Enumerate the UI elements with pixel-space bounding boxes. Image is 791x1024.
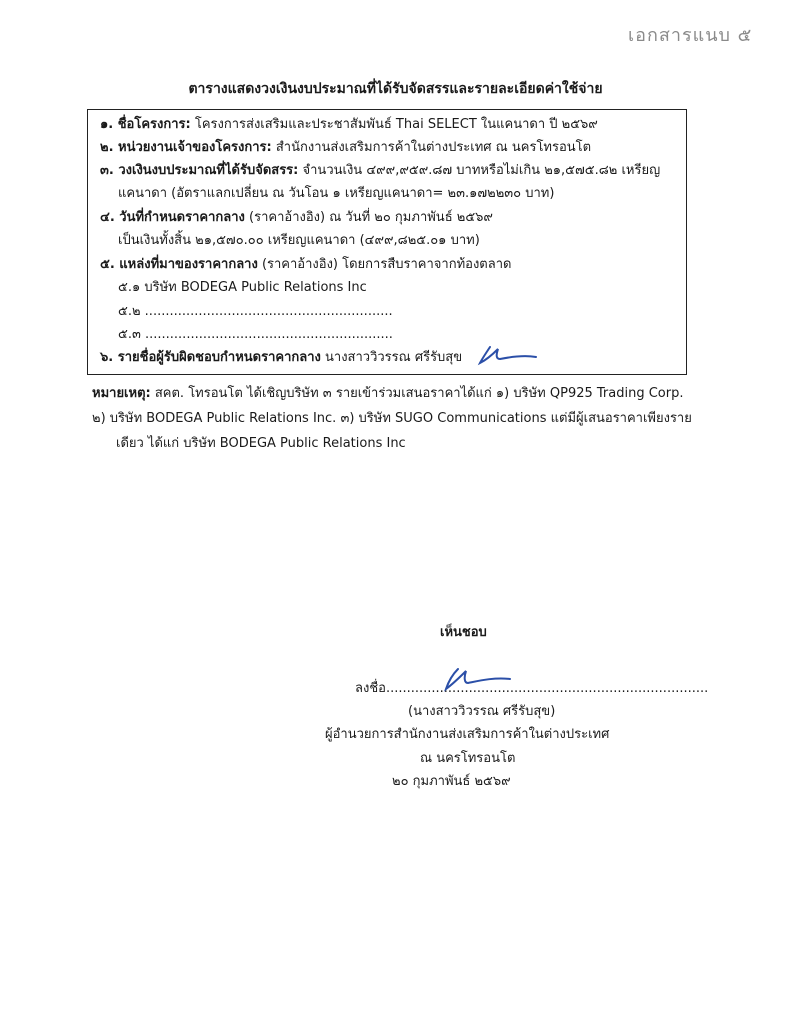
item-5-label: ๕. แหล่งที่มาของราคากลาง — [100, 257, 258, 272]
note-text-1: สคต. โทรอนโต ได้เชิญบริษัท ๓ รายเข้าร่วมเสนอราคาได้แก่ ๑) บริษัท QP925 Trading Corp. — [154, 386, 684, 401]
signature-mark-bottom — [440, 665, 512, 697]
signer-position: ผู้อำนวยการสำนักงานส่งเสริมการค้าในต่างประเทศ — [325, 727, 610, 742]
item-2-label: ๒. หน่วยงานเจ้าของโครงการ: — [100, 140, 272, 155]
item-3-label: ๓. วงเงินงบประมาณที่ได้รับจัดสรร: — [100, 163, 299, 178]
item-3 — [100, 162, 660, 180]
item-6-value: นางสาววิวรรณ ศรีรับสุข — [325, 350, 463, 365]
item-5-1: ๕.๑ บริษัท BODEGA Public Relations Inc — [118, 280, 367, 295]
item-2-value: สำนักงานส่งเสริมการค้าในต่างประเทศ ณ นครโทรอนโต — [275, 140, 592, 155]
document-title: ตารางแสดงวงเงินงบประมาณที่ได้รับจัดสรรและรายละเอียดค่าใช้จ่าย — [188, 81, 603, 97]
item-4 — [100, 209, 493, 227]
item-6-label: ๖. รายชื่อผู้รับผิดชอบกำหนดราคากลาง — [100, 350, 321, 365]
item-5 — [100, 256, 511, 274]
attachment-label: เอกสารแนบ ๕ — [628, 25, 753, 46]
item-1-value: โครงการส่งเสริมและประชาสัมพันธ์ Thai SELECT ในแคนาดา ปี ๒๕๖๙ — [194, 117, 598, 132]
item-1 — [100, 116, 598, 134]
note-label: หมายเหตุ: — [92, 386, 151, 401]
item-4-value: (ราคาอ้างอิง) ณ วันที่ ๒๐ กุมภาพันธ์ ๒๕๖๙ — [249, 210, 493, 225]
approval-date: ๒๐ กุมภาพันธ์ ๒๕๖๙ — [392, 774, 511, 789]
item-2 — [100, 139, 591, 157]
item-4-label: ๔. วันที่กำหนดราคากลาง — [100, 210, 245, 225]
item-5-value: (ราคาอ้างอิง) โดยการสืบราคาจากท้องตลาด — [261, 257, 512, 272]
item-5-2: ๕.๒ ............................................................ — [118, 304, 393, 319]
item-5-3: ๕.๓ ............................................................ — [118, 327, 393, 342]
item-4-continued: เป็นเงินทั้งสิ้น ๒๑,๕๗๐.๐๐ เหรียญแคนาดา (๔๙๙,๘๒๕.๐๑ บาท) — [118, 233, 480, 248]
signature-line: ลงชื่อ.............................................................................. — [355, 681, 709, 696]
signer-office: ณ นครโทรอนโต — [420, 751, 516, 766]
note-line-3: เดียว ได้แก่ บริษัท BODEGA Public Relations Inc — [116, 436, 406, 451]
approval-heading: เห็นชอบ — [440, 625, 487, 640]
item-6 — [100, 349, 462, 367]
item-3-value: จำนวนเงิน ๔๙๙,๙๕๙.๘๗ บาทหรือไม่เกิน ๒๑,๕๗๕.๘๒ เหรียญ — [302, 163, 661, 178]
signature-mark-top — [476, 343, 540, 373]
signer-name: (นางสาววิวรรณ ศรีรับสุข) — [408, 704, 556, 719]
item-1-label: ๑. ชื่อโครงการ: — [100, 117, 191, 132]
item-3-continued: แคนาดา (อัตราแลกเปลี่ยน ณ วันโอน ๑ เหรียญแคนาดา= ๒๓.๑๗๒๒๓๐ บาท) — [118, 186, 555, 201]
note-line-2: ๒) บริษัท BODEGA Public Relations Inc. ๓) บริษัท SUGO Communications แต่มีผู้เสนอราคาเพียงราย — [92, 411, 692, 426]
note-line-1 — [92, 385, 684, 403]
